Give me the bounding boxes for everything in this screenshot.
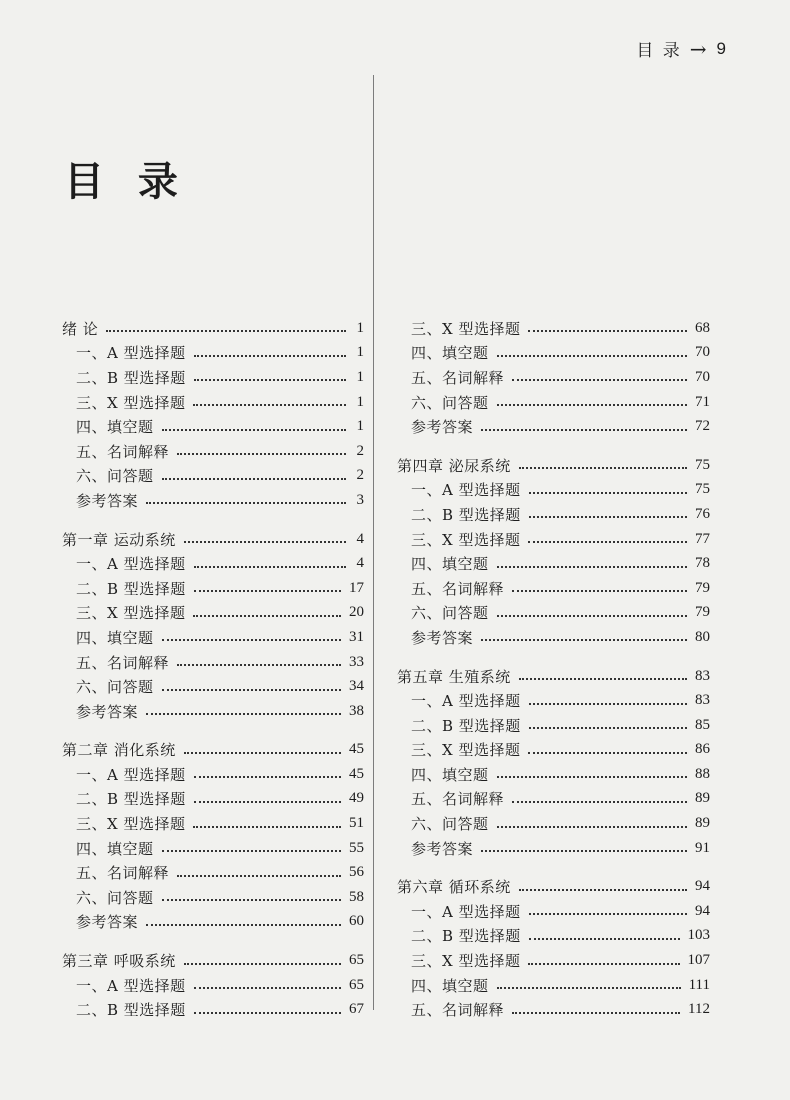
toc-section-entry <box>397 365 710 390</box>
dot-leader <box>497 566 687 568</box>
toc-entry-page: 88 <box>695 765 710 782</box>
toc-entry-page: 72 <box>695 418 710 435</box>
toc-entry-page: 51 <box>349 815 364 832</box>
toc-entry-page: 91 <box>695 839 710 856</box>
dot-leader <box>481 639 687 641</box>
toc-entry-label: 参考答案 <box>411 628 474 647</box>
dot-leader <box>162 689 341 691</box>
toc-entry-label: 第四章 泌尿系统 <box>397 456 511 475</box>
toc-entry-label: 参考答案 <box>76 913 139 932</box>
toc-section-entry <box>62 973 364 998</box>
toc-entry-label: 五、名词解释 <box>411 579 505 598</box>
toc-entry-label: 绪 论 <box>62 319 99 338</box>
toc-section-entry <box>397 316 710 341</box>
dot-leader <box>184 963 341 965</box>
toc-entry-label: 第五章 生殖系统 <box>397 667 511 686</box>
toc-entry-page: 78 <box>695 555 710 572</box>
toc-chapter-entry <box>62 316 364 341</box>
toc-entry-label: 四、填空题 <box>411 765 489 784</box>
running-head-text: 目 录 <box>636 41 682 61</box>
toc-entry-page: 68 <box>695 319 710 336</box>
toc-entry-page: 1 <box>356 344 364 361</box>
page-title: 目 录 <box>64 159 188 205</box>
toc-entry-page: 89 <box>695 790 710 807</box>
toc-section-entry <box>62 390 364 415</box>
toc-entry-label: 第一章 运动系统 <box>62 530 176 549</box>
dot-leader <box>512 590 687 592</box>
dot-leader <box>177 875 341 877</box>
toc-section-entry <box>397 762 710 787</box>
toc-entry-label: 一、A 型选择题 <box>76 555 186 574</box>
dot-leader <box>529 492 687 494</box>
toc-entry-label: 二、B 型选择题 <box>76 1001 186 1020</box>
toc-section-entry <box>397 973 710 998</box>
toc-section-entry <box>397 688 710 713</box>
dot-leader <box>512 379 687 381</box>
toc-section-entry <box>62 439 364 464</box>
toc-entry-page: 67 <box>349 1001 364 1018</box>
toc-entry-page: 60 <box>349 913 364 930</box>
toc-entry-page: 33 <box>349 653 364 670</box>
toc-entry-page: 83 <box>695 692 710 709</box>
dot-leader <box>497 776 687 778</box>
toc-section-entry <box>62 576 364 601</box>
toc-entry-label: 五、名词解释 <box>76 864 170 883</box>
toc-entry-page: 1 <box>356 393 364 410</box>
dot-leader <box>194 566 346 568</box>
dot-leader <box>194 776 341 778</box>
toc-entry-page: 79 <box>695 604 710 621</box>
toc-entry-label: 五、名词解释 <box>411 368 505 387</box>
toc-entry-label: 六、问答题 <box>411 393 489 412</box>
toc-entry-page: 75 <box>695 481 710 498</box>
toc-entry-page: 94 <box>695 878 710 895</box>
toc-entry-label: 六、问答题 <box>76 467 154 486</box>
toc-entry-label: 四、填空题 <box>411 344 489 363</box>
dot-leader <box>193 826 341 828</box>
dot-leader <box>529 516 687 518</box>
toc-entry-page: 79 <box>695 579 710 596</box>
toc-section-entry <box>397 997 710 1022</box>
dot-leader <box>529 938 680 940</box>
toc-entry-page: 76 <box>695 505 710 522</box>
toc-chapter-entry <box>62 738 364 763</box>
toc-section-entry <box>62 997 364 1022</box>
toc-section-entry <box>397 576 710 601</box>
toc-entry-label: 五、名词解释 <box>76 653 170 672</box>
toc-entry-page: 65 <box>349 976 364 993</box>
toc-entry-page: 80 <box>695 628 710 645</box>
dot-leader <box>162 639 341 641</box>
toc-section-entry <box>62 365 364 390</box>
toc-section-entry <box>62 762 364 787</box>
toc-entry-label: 四、填空题 <box>411 976 489 995</box>
toc-right-column <box>397 316 710 1022</box>
toc-section-entry <box>62 885 364 910</box>
toc-section-entry <box>397 601 710 626</box>
toc-entry-label: 三、X 型选择题 <box>411 952 521 971</box>
toc-entry-label: 三、X 型选择题 <box>76 393 186 412</box>
toc-entry-label: 第三章 呼吸系统 <box>62 952 176 971</box>
toc-section-entry <box>397 738 710 763</box>
toc-entry-page: 83 <box>695 667 710 684</box>
toc-section-entry <box>62 601 364 626</box>
toc-entry-label: 四、填空题 <box>76 418 154 437</box>
dot-leader <box>519 678 687 680</box>
toc-entry-page: 70 <box>695 368 710 385</box>
toc-entry-page: 31 <box>349 628 364 645</box>
toc-section-entry <box>62 464 364 489</box>
dot-leader <box>497 404 687 406</box>
toc-entry-label: 二、B 型选择题 <box>76 579 186 598</box>
toc-entry-label: 一、A 型选择题 <box>76 976 186 995</box>
toc-section-entry <box>62 787 364 812</box>
dot-leader <box>529 727 687 729</box>
dot-leader <box>497 615 687 617</box>
toc-section-entry <box>62 674 364 699</box>
toc-entry-label: 六、问答题 <box>76 888 154 907</box>
running-head <box>636 36 728 61</box>
dot-leader <box>162 478 346 480</box>
toc-entry-label: 二、B 型选择题 <box>411 927 521 946</box>
toc-entry-label: 四、填空题 <box>76 628 154 647</box>
toc-entry-label: 三、X 型选择题 <box>76 815 186 834</box>
toc-entry-page: 85 <box>695 716 710 733</box>
dot-leader <box>528 330 687 332</box>
toc-entry-page: 56 <box>349 864 364 881</box>
toc-section-entry <box>62 414 364 439</box>
dot-leader <box>193 404 346 406</box>
toc-left-column <box>62 316 364 1022</box>
dot-leader <box>194 801 341 803</box>
toc-entry-page: 111 <box>688 976 710 993</box>
toc-entry-label: 参考答案 <box>411 418 474 437</box>
dot-leader <box>529 703 687 705</box>
toc-entry-page: 55 <box>349 839 364 856</box>
toc-section-entry <box>62 910 364 935</box>
toc-section-entry <box>397 811 710 836</box>
toc-entry-page: 1 <box>356 319 364 336</box>
toc-entry-page: 20 <box>349 604 364 621</box>
toc-section-entry <box>397 390 710 415</box>
toc-entry-page: 112 <box>688 1001 710 1018</box>
toc-entry-page: 17 <box>349 579 364 596</box>
dot-leader <box>194 590 341 592</box>
dot-leader <box>512 1012 680 1014</box>
toc-entry-label: 参考答案 <box>76 702 139 721</box>
toc-chapter-entry <box>62 527 364 552</box>
toc-section-entry <box>62 650 364 675</box>
toc-entry-page: 89 <box>695 815 710 832</box>
toc-section-entry <box>397 527 710 552</box>
toc-entry-page: 3 <box>356 491 364 508</box>
toc-section-entry <box>62 811 364 836</box>
dot-leader <box>194 1012 341 1014</box>
toc-section-entry <box>62 836 364 861</box>
dot-leader <box>528 752 687 754</box>
toc-section-entry <box>397 899 710 924</box>
dot-leader <box>106 330 346 332</box>
toc-section-entry <box>397 502 710 527</box>
toc-entry-label: 二、B 型选择题 <box>76 368 186 387</box>
dot-leader <box>146 713 341 715</box>
toc-entry-page: 34 <box>349 678 364 695</box>
toc-entry-page: 65 <box>349 952 364 969</box>
dot-leader <box>528 541 687 543</box>
toc-entry-label: 一、A 型选择题 <box>76 765 186 784</box>
toc-entry-label: 第二章 消化系统 <box>62 741 176 760</box>
toc-entry-page: 2 <box>356 442 364 459</box>
toc-entry-page: 58 <box>349 888 364 905</box>
dot-leader <box>162 429 346 431</box>
toc-entry-label: 五、名词解释 <box>411 1001 505 1020</box>
dot-leader <box>497 826 687 828</box>
toc-section-entry <box>397 787 710 812</box>
dot-leader <box>177 664 341 666</box>
toc-entry-label: 三、X 型选择题 <box>76 604 186 623</box>
toc-entry-label: 四、填空题 <box>76 839 154 858</box>
dot-leader <box>519 889 687 891</box>
toc-section-entry <box>397 551 710 576</box>
dot-leader <box>184 541 346 543</box>
toc-section-entry <box>397 948 710 973</box>
toc-section-entry <box>397 478 710 503</box>
toc-chapter-entry <box>397 874 710 899</box>
dot-leader <box>177 453 346 455</box>
toc-section-entry <box>62 488 364 513</box>
toc-entry-page: 1 <box>356 368 364 385</box>
toc-section-entry <box>62 860 364 885</box>
toc-entry-label: 五、名词解释 <box>76 442 170 461</box>
toc-entry-label: 三、X 型选择题 <box>411 530 521 549</box>
toc-entry-label: 第六章 循环系统 <box>397 878 511 897</box>
toc-entry-page: 38 <box>349 702 364 719</box>
column-divider <box>373 75 374 1010</box>
dot-leader <box>194 355 346 357</box>
toc-entry-label: 二、B 型选择题 <box>411 505 521 524</box>
toc-entry-page: 75 <box>695 456 710 473</box>
dot-leader <box>146 924 341 926</box>
toc-entry-page: 2 <box>356 467 364 484</box>
toc-entry-label: 一、A 型选择题 <box>411 902 521 921</box>
toc-entry-page: 103 <box>687 927 710 944</box>
toc-entry-page: 70 <box>695 344 710 361</box>
toc-section-entry <box>62 551 364 576</box>
toc-entry-page: 1 <box>356 418 364 435</box>
toc-entry-label: 四、填空题 <box>411 555 489 574</box>
toc-entry-page: 107 <box>687 952 710 969</box>
toc-entry-page: 86 <box>695 741 710 758</box>
toc-entry-page: 4 <box>356 555 364 572</box>
toc-entry-label: 六、问答题 <box>411 604 489 623</box>
toc-entry-page: 4 <box>356 530 364 547</box>
dot-leader <box>162 850 341 852</box>
toc-entry-label: 一、A 型选择题 <box>76 344 186 363</box>
toc-entry-label: 参考答案 <box>411 839 474 858</box>
toc-entry-page: 77 <box>695 530 710 547</box>
toc-chapter-entry <box>397 664 710 689</box>
toc-entry-label: 参考答案 <box>76 491 139 510</box>
toc-section-entry <box>62 699 364 724</box>
toc-entry-label: 五、名词解释 <box>411 790 505 809</box>
dot-leader <box>162 899 341 901</box>
toc-section-entry <box>397 713 710 738</box>
dot-leader <box>528 963 679 965</box>
toc-entry-label: 二、B 型选择题 <box>411 716 521 735</box>
dot-leader <box>529 913 687 915</box>
arrow-right-icon: → <box>689 36 709 61</box>
toc-entry-label: 二、B 型选择题 <box>76 790 186 809</box>
toc-section-entry <box>62 341 364 366</box>
toc-entry-page: 71 <box>695 393 710 410</box>
dot-leader <box>497 355 687 357</box>
toc-chapter-entry <box>397 453 710 478</box>
toc-section-entry <box>62 625 364 650</box>
dot-leader <box>497 987 681 989</box>
dot-leader <box>519 467 687 469</box>
dot-leader <box>481 850 687 852</box>
page-number: 9 <box>716 38 728 58</box>
toc-section-entry <box>397 341 710 366</box>
dot-leader <box>194 379 346 381</box>
dot-leader <box>184 752 341 754</box>
toc-entry-label: 一、A 型选择题 <box>411 692 521 711</box>
toc-entry-page: 49 <box>349 790 364 807</box>
toc-entry-label: 六、问答题 <box>411 815 489 834</box>
dot-leader <box>194 987 341 989</box>
toc-section-entry <box>397 414 710 439</box>
toc-entry-page: 45 <box>349 765 364 782</box>
dot-leader <box>481 429 687 431</box>
dot-leader <box>193 615 341 617</box>
toc-entry-label: 三、X 型选择题 <box>411 741 521 760</box>
toc-entry-page: 94 <box>695 902 710 919</box>
toc-entry-label: 三、X 型选择题 <box>411 319 521 338</box>
dot-leader <box>146 502 346 504</box>
toc-chapter-entry <box>62 948 364 973</box>
toc-section-entry <box>397 924 710 949</box>
toc-entry-label: 一、A 型选择题 <box>411 481 521 500</box>
toc-section-entry <box>397 836 710 861</box>
dot-leader <box>512 801 687 803</box>
toc-entry-label: 六、问答题 <box>76 678 154 697</box>
toc-section-entry <box>397 625 710 650</box>
toc-entry-page: 45 <box>349 741 364 758</box>
